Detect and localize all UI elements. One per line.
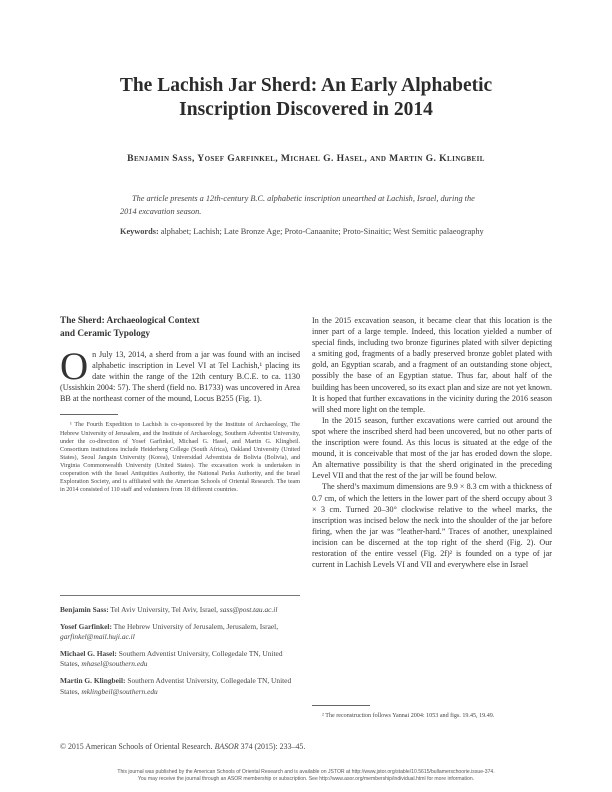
affiliations-divider bbox=[60, 595, 300, 596]
author-affiliations bbox=[60, 595, 300, 703]
keywords-list: alphabet; Lachish; Late Bronze Age; Proto-Canaanite; Proto-Sinaitic; West Semitic palaeography bbox=[160, 227, 484, 236]
affiliation-name: Yosef Garfinkel: bbox=[60, 621, 112, 631]
article-title bbox=[60, 74, 552, 122]
body-paragraph-1: In the 2015 excavation season, it became clear that this location is the inner part of a large temple. Indeed, this location yielded a number of special finds, including two bronze figurines plated with silver depicting a smiting god, fragments of a badly preserved bronze goblet plated with gold, an Egyptian scarab, and a fragment of an outstanding stone object, possibly the base of an Egyptian statue. Thus far, about half of the building has been uncovered, so its exact plan and size are not yet known. It is hoped that further excavations in the vicinity during the 2016 season will shed more light on the temple. bbox=[312, 316, 552, 414]
affiliation-institution: Southern Adventist University, Collegedale TN, United States, bbox=[60, 648, 283, 669]
jstor-notice bbox=[0, 769, 612, 783]
copyright-text: © 2015 American Schools of Oriental Research. bbox=[60, 742, 213, 751]
affiliation-institution: Tel Aviv University, Tel Aviv, Israel, bbox=[110, 605, 219, 614]
affiliation-hasel bbox=[60, 649, 300, 670]
footnote-2: ² The reconstruction follows Yannai 2004: 1053 and figs. 19.45, 19.49. bbox=[322, 713, 495, 719]
affiliation-garfinkel bbox=[60, 622, 300, 643]
left-column bbox=[60, 315, 300, 494]
body-paragraph-3: The sherd’s maximum dimensions are 9.9 × 8.3 cm with a thickness of 0.7 cm, of which the letters in the lower part of the sherd occupy about 3 × 3 cm. Turned 20–30° clockwise relative to the wheel marks, the inscription was incised below the neck into the shoulder of the jar before firing, when the jar was “leather-hard.” Traces of another, unexplained incision can be discerned at the top right of the sherd (Fig. 2). Our restoration of the entire vessel (Fig. 2f)² is founded on a type of jar current in Lachish Levels VI and VII and everywhere else in Israel bbox=[312, 482, 552, 570]
footnote-divider bbox=[60, 414, 118, 415]
keywords bbox=[120, 226, 492, 239]
abstract: The article presents a 12th-century B.C. alphabetic inscription unearthed at Lachish, Israel, during the 2014 excavation season. bbox=[120, 194, 475, 216]
title-line-2: Inscription Discovered in 2014 bbox=[179, 99, 433, 120]
lead-paragraph bbox=[60, 345, 300, 404]
affiliation-email[interactable]: sass@post.tau.ac.il bbox=[219, 605, 278, 614]
right-column bbox=[312, 315, 552, 570]
affiliation-klingbeil bbox=[60, 676, 300, 697]
affiliation-name: Martin G. Klingbeil: bbox=[60, 675, 126, 685]
affiliation-name: Benjamin Sass: bbox=[60, 605, 109, 614]
journal-name: BASOR bbox=[214, 742, 239, 751]
section-heading bbox=[60, 315, 300, 340]
footnote-2-divider bbox=[312, 705, 370, 706]
affiliation-email[interactable]: mklingbeil@southern.edu bbox=[81, 686, 158, 696]
affiliation-email[interactable]: garfinkel@mail.huji.ac.il bbox=[60, 632, 135, 642]
section-heading-line-1: The Sherd: Archaeological Context bbox=[60, 316, 200, 326]
affiliation-email[interactable]: mhasel@southern.edu bbox=[81, 659, 148, 669]
footnote-1: ¹ The Fourth Expedition to Lachish is co-sponsored by the Institute of Archaeology, The Hebrew University of Jerusalem, and the Institute of Archaeology, Southern Adventist University, under the co-direction of Yosef Garfinkel, Michael G. Hasel, and Martin G. Klingbeil. Consortium institutions include Heiderberg College (South Africa), Oakland University (United States), Seoul Jangsin University (Korea), Universidad Adventista de Bolivia (Bolivia), and Virginia Commonwealth University (United States). The excavation work is undertaken in cooperation with the Israel Antiquities Authority, the National Parks Authority, and the Israel Exploration Society, and is affiliated with the American Schools of Oriental Research. The team in 2014 consisted of 110 staff and volunteers from 18 different countries. bbox=[60, 422, 300, 494]
affiliation-institution: The Hebrew University of Jerusalem, Jerusalem, Israel, bbox=[113, 621, 279, 631]
affiliation-name: Michael G. Hasel: bbox=[60, 648, 117, 658]
lead-paragraph-text: n July 13, 2014, a sherd from a jar was found with an incised alphabetic inscription in Level VI at Tel Lachish,¹ placing its date within the range of the 12th century B.C.E. to ca. 1130 (Ussishkin 2004: 57). The sherd (field no. B1733) was uncovered in Area BB at the northeast corner of the mound, Locus B255 (Fig. 1). bbox=[60, 350, 300, 404]
affiliation-institution: Southern Adventist University, Collegedale TN, United States, bbox=[60, 675, 292, 696]
author-list: Benjamin Sass, Yosef Garfinkel, Michael G. Hasel, and Martin G. Klingbeil bbox=[127, 153, 485, 164]
affiliation-sass bbox=[60, 605, 300, 616]
citation: 374 (2015): 233–45. bbox=[240, 742, 306, 751]
body-paragraph-2: In the 2015 season, further excavations were carried out around the spot where the inscribed sherd had been uncovered, but no other parts of the inscription were found. As this locus is situated at the edge of the mound, it is conceivable that most of the jar has eroded down the slope. An alternative possibility is that the sherd originated in the preceding Level VII and that the rest of the jar will be found below. bbox=[312, 415, 552, 481]
copyright-line bbox=[60, 742, 552, 751]
jstor-line-1[interactable]: This journal was published by the American Schools of Oriental Research and is available on JSTOR at http://www.jstor.org/stable/10.5615/bullamerschoorie.issue-374. bbox=[117, 769, 495, 775]
jstor-line-2[interactable]: You may receive the journal through an ASOR membership or subscription. See http://www.asor.org/membership/individual.html for more information. bbox=[137, 776, 475, 783]
title-line-1: The Lachish Jar Sherd: An Early Alphabetic bbox=[119, 75, 493, 96]
drop-cap: O bbox=[60, 345, 89, 388]
keywords-label: Keywords: bbox=[120, 227, 159, 236]
section-heading-line-2: and Ceramic Typology bbox=[60, 328, 151, 339]
